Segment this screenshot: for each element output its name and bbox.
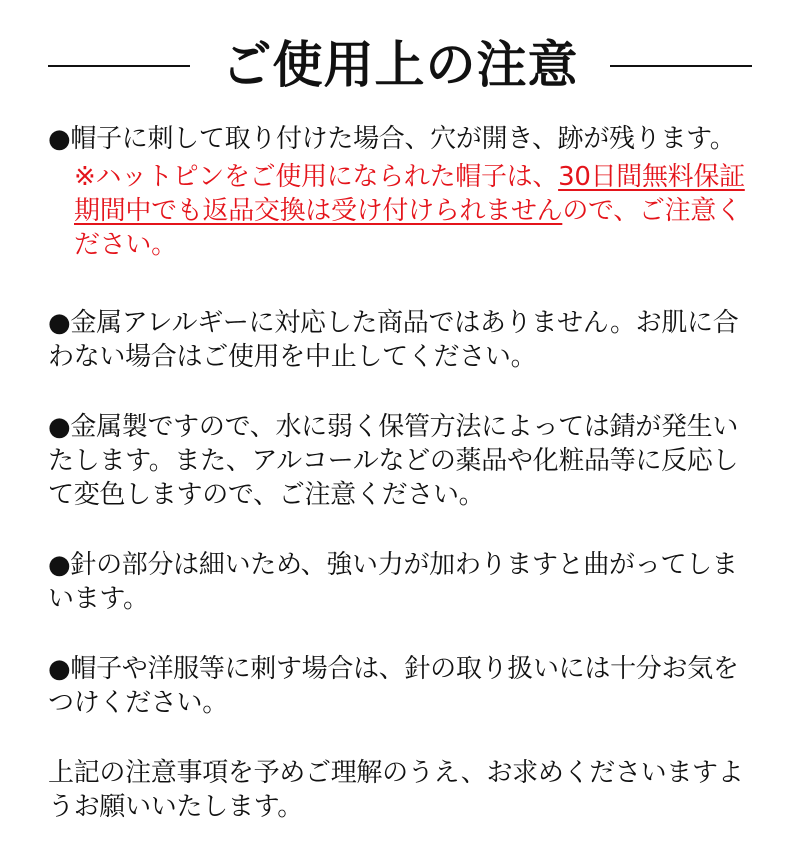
notice-item-allergy: ●金属アレルギーに対応した商品ではありません。お肌に合わない場合はご使用を中止してください。 [48,308,739,372]
notice-item-hole: ●帽子に刺して取り付けた場合、穴が開き、跡が残ります。 [48,124,736,154]
title-row [0,30,800,100]
warranty-note [74,160,760,262]
notice-item-needle: ●針の部分は細いため、強い力が加わりますと曲がってしまいます。 [48,550,738,614]
warranty-note-part3: ので、ご注意ください。 [74,196,742,260]
warranty-note-underlined: 30日間無料保証期間中でも返品交換は受け付けられません [74,162,745,226]
title-line-left [48,65,190,67]
notice-content [48,122,760,860]
warranty-note-part1: ※ハットピンをご使用になられた帽子は、 [74,162,559,192]
title-line-right [610,65,752,67]
notice-item-handling: ●帽子や洋服等に刺す場合は、針の取り扱いには十分お気をつけください。 [48,654,739,718]
notice-item-rust: ●金属製ですので、水に弱く保管方法によっては錆が発生いたします。また、アルコールなどの薬品や化粧品等に反応して変色しますので、ご注意ください。 [48,412,739,510]
notice-closing: 上記の注意事項を予めご理解のうえ、お求めくださいますようお願いいたします。 [48,758,744,822]
page-title: ご使用上の注意 [221,36,579,94]
